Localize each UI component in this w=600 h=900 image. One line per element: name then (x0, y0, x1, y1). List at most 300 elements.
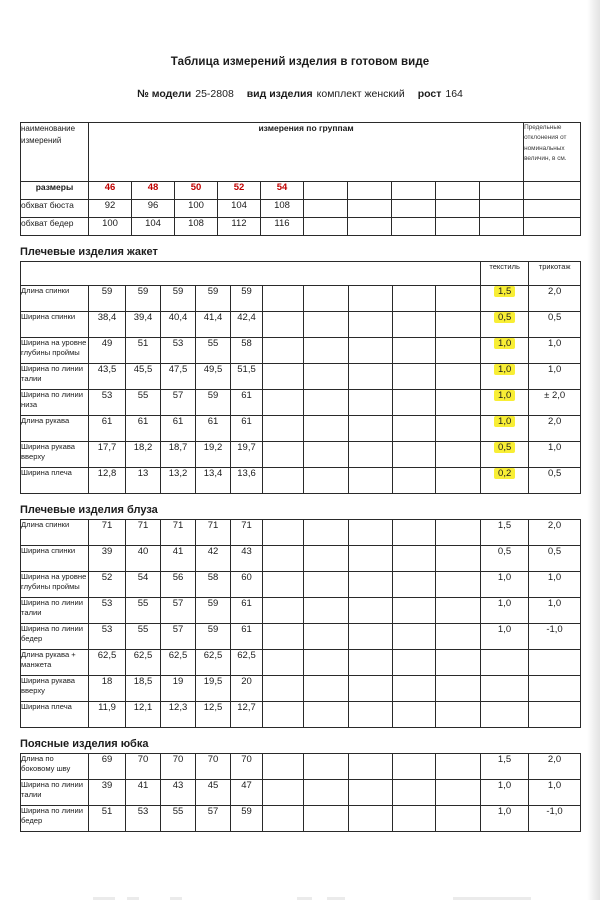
empty-cell (393, 390, 436, 416)
measure-value-cell: 62,5 (231, 650, 263, 676)
empty-cell (480, 182, 524, 200)
measure-value-cell: 71 (89, 520, 126, 546)
knit-deviation-cell: 0,5 (529, 546, 581, 572)
measure-value-cell: 19,2 (196, 442, 231, 468)
knit-deviation-cell: 0,5 (529, 312, 581, 338)
empty-cell (304, 780, 349, 806)
empty-cell (349, 364, 393, 390)
measure-value-cell: 12,8 (89, 468, 126, 494)
row-label-cell: Ширина по линии низа (21, 390, 89, 416)
empty-cell (304, 286, 349, 312)
highlighted-value: 1,0 (494, 390, 515, 401)
empty-cell (349, 338, 393, 364)
knit-deviation-cell: 0,5 (529, 468, 581, 494)
highlighted-value: 1,0 (494, 364, 515, 375)
measure-value-cell: 47 (231, 780, 263, 806)
measure-value-cell: 108 (175, 218, 218, 236)
highlighted-value: 1,0 (494, 416, 515, 427)
blouse-table (20, 519, 581, 728)
textile-deviation-cell: 1,0 (481, 806, 529, 832)
empty-cell (349, 624, 393, 650)
empty-cell (304, 806, 349, 832)
measure-value-cell: 39 (89, 780, 126, 806)
empty-cell (263, 572, 304, 598)
measure-value-cell: 55 (161, 806, 196, 832)
size-value-cell: 54 (261, 182, 304, 200)
empty-cell (480, 218, 524, 236)
knit-deviation-cell: 1,0 (529, 364, 581, 390)
empty-cell (436, 624, 481, 650)
empty-cell (263, 702, 304, 728)
measure-value-cell: 61 (196, 416, 231, 442)
measure-value-cell: 53 (89, 390, 126, 416)
measure-value-cell: 55 (126, 624, 161, 650)
empty-cell (304, 390, 349, 416)
textile-deviation-cell: 1,0 (481, 572, 529, 598)
empty-cell (436, 702, 481, 728)
table-row (21, 200, 581, 218)
empty-cell (349, 312, 393, 338)
textile-deviation-cell: 1,0 (481, 780, 529, 806)
empty-cell (436, 598, 481, 624)
empty-cell (393, 286, 436, 312)
empty-cell (436, 312, 481, 338)
empty-cell (349, 416, 393, 442)
size-value-cell: 50 (175, 182, 218, 200)
measure-value-cell: 53 (161, 338, 196, 364)
measure-value-cell: 43 (161, 780, 196, 806)
measure-value-cell: 62,5 (161, 650, 196, 676)
empty-cell (349, 676, 393, 702)
measure-value-cell: 12,7 (231, 702, 263, 728)
measure-value-cell: 71 (126, 520, 161, 546)
measure-value-cell: 42 (196, 546, 231, 572)
empty-cell (263, 468, 304, 494)
measure-value-cell: 61 (231, 390, 263, 416)
measure-value-cell: 59 (126, 286, 161, 312)
empty-cell (436, 364, 481, 390)
empty-cell (263, 806, 304, 832)
measure-value-cell: 47,5 (161, 364, 196, 390)
knit-deviation-cell: 2,0 (529, 520, 581, 546)
empty-cell (349, 468, 393, 494)
measure-value-cell: 92 (89, 200, 132, 218)
row-label-cell: Ширина рукава вверху (21, 442, 89, 468)
empty-cell (304, 218, 348, 236)
empty-cell (393, 364, 436, 390)
measure-value-cell: 51,5 (231, 364, 263, 390)
textile-deviation-cell (481, 286, 529, 312)
empty-cell (349, 286, 393, 312)
measure-value-cell: 20 (231, 676, 263, 702)
measure-value-cell: 69 (89, 754, 126, 780)
knit-deviation-cell: 1,0 (529, 442, 581, 468)
textile-deviation-cell (481, 312, 529, 338)
table-row (21, 754, 581, 780)
table-row (21, 390, 581, 416)
empty-cell (393, 624, 436, 650)
row-label-cell: Длина по боковому шву (21, 754, 89, 780)
empty-cell (304, 676, 349, 702)
empty-cell (304, 364, 349, 390)
empty-cell (393, 806, 436, 832)
empty-cell (263, 520, 304, 546)
row-label-cell: Ширина плеча (21, 468, 89, 494)
measure-value-cell: 55 (126, 598, 161, 624)
measure-value-cell: 41 (126, 780, 161, 806)
highlighted-value: 0,5 (494, 312, 515, 323)
empty-cell (393, 754, 436, 780)
empty-header-cell (21, 262, 481, 286)
table-row (21, 312, 581, 338)
textile-deviation-cell: 1,0 (481, 624, 529, 650)
measure-value-cell: 59 (196, 624, 231, 650)
row-label-cell: Ширина на уровне глубины проймы (21, 338, 89, 364)
measure-value-cell: 100 (89, 218, 132, 236)
textile-deviation-cell: 0,5 (481, 546, 529, 572)
measure-value-cell: 45,5 (126, 364, 161, 390)
empty-cell (393, 312, 436, 338)
knit-deviation-cell: 1,0 (529, 780, 581, 806)
empty-cell (349, 520, 393, 546)
empty-cell (436, 572, 481, 598)
empty-cell (436, 676, 481, 702)
measure-value-cell: 13 (126, 468, 161, 494)
knit-deviation-cell: -1,0 (529, 806, 581, 832)
empty-cell (393, 676, 436, 702)
empty-cell (480, 200, 524, 218)
measure-value-cell: 61 (231, 624, 263, 650)
empty-cell (349, 806, 393, 832)
measure-value-cell: 43 (231, 546, 263, 572)
empty-cell (349, 572, 393, 598)
measure-value-cell: 45 (196, 780, 231, 806)
row-label-cell: Ширина по линии талии (21, 598, 89, 624)
empty-cell (263, 546, 304, 572)
measure-value-cell: 100 (175, 200, 218, 218)
empty-cell (263, 780, 304, 806)
table-row (21, 416, 581, 442)
highlighted-value: 1,0 (494, 338, 515, 349)
measure-value-cell: 61 (231, 416, 263, 442)
empty-cell (392, 200, 436, 218)
model-label: № модели (137, 88, 192, 100)
highlighted-value: 1,5 (494, 286, 515, 297)
deviation-cell (524, 200, 581, 218)
measure-value-cell: 39 (89, 546, 126, 572)
measure-value-cell: 57 (196, 806, 231, 832)
table-row (21, 286, 581, 312)
knit-deviation-cell: ± 2,0 (529, 390, 581, 416)
empty-cell (263, 650, 304, 676)
textile-deviation-cell: 1,0 (481, 598, 529, 624)
empty-cell (349, 546, 393, 572)
table-row (21, 598, 581, 624)
measure-value-cell: 58 (196, 572, 231, 598)
knit-deviation-cell: 2,0 (529, 286, 581, 312)
empty-cell (304, 416, 349, 442)
measure-value-cell: 59 (196, 598, 231, 624)
empty-cell (349, 780, 393, 806)
knit-deviation-cell: 2,0 (529, 754, 581, 780)
measure-value-cell: 38,4 (89, 312, 126, 338)
knit-deviation-cell: 1,0 (529, 338, 581, 364)
empty-cell (436, 780, 481, 806)
row-label-cell: обхват бюста (21, 200, 89, 218)
empty-cell (349, 650, 393, 676)
textile-deviation-cell: 1,5 (481, 520, 529, 546)
table-row (21, 546, 581, 572)
measure-value-cell: 59 (89, 286, 126, 312)
measure-value-cell: 70 (126, 754, 161, 780)
measure-value-cell: 17,7 (89, 442, 126, 468)
row-label-cell: Длина рукава + манжета (21, 650, 89, 676)
empty-cell (263, 598, 304, 624)
measure-value-cell: 53 (89, 624, 126, 650)
measure-value-cell: 12,5 (196, 702, 231, 728)
empty-cell (393, 650, 436, 676)
measure-value-cell: 19,7 (231, 442, 263, 468)
row-label-cell: Ширина на уровне глубины проймы (21, 572, 89, 598)
row-label-cell: Ширина плеча (21, 702, 89, 728)
textile-deviation-cell (481, 338, 529, 364)
measure-value-cell: 57 (161, 624, 196, 650)
textile-column-header: текстиль (481, 262, 529, 286)
deviation-header-cell: Предельные отклонения от номинальных величин, в см. (524, 123, 581, 182)
empty-cell (263, 676, 304, 702)
type-value: комплект женский (316, 88, 405, 100)
deviation-cell (524, 218, 581, 236)
empty-cell (436, 754, 481, 780)
empty-cell (348, 218, 392, 236)
measure-value-cell: 18 (89, 676, 126, 702)
empty-cell (263, 286, 304, 312)
measure-value-cell: 42,4 (231, 312, 263, 338)
measure-value-cell: 51 (126, 338, 161, 364)
empty-cell (436, 416, 481, 442)
sizes-row (21, 182, 581, 200)
empty-cell (349, 754, 393, 780)
empty-cell (263, 364, 304, 390)
empty-cell (304, 754, 349, 780)
size-value-cell: 48 (132, 182, 175, 200)
empty-cell (393, 572, 436, 598)
empty-cell (436, 218, 480, 236)
empty-cell (304, 650, 349, 676)
highlighted-value: 0,5 (494, 442, 515, 453)
empty-cell (304, 338, 349, 364)
textile-deviation-cell (481, 364, 529, 390)
height-value: 164 (445, 88, 463, 100)
measure-value-cell: 55 (126, 390, 161, 416)
empty-cell (436, 182, 480, 200)
table-header-row (21, 123, 581, 182)
section-header-row (21, 262, 581, 286)
size-value-cell: 52 (218, 182, 261, 200)
measure-value-cell: 59 (196, 286, 231, 312)
measure-value-cell: 108 (261, 200, 304, 218)
measure-value-cell: 60 (231, 572, 263, 598)
empty-cell (304, 624, 349, 650)
measure-value-cell: 40,4 (161, 312, 196, 338)
textile-deviation-cell (481, 676, 529, 702)
model-subtitle (0, 88, 600, 100)
knit-deviation-cell (529, 650, 581, 676)
measure-value-cell: 13,6 (231, 468, 263, 494)
empty-cell (393, 598, 436, 624)
page-title: Таблица измерений изделия в готовом виде (170, 56, 430, 68)
measure-value-cell: 61 (161, 416, 196, 442)
measure-value-cell: 39,4 (126, 312, 161, 338)
measure-value-cell: 41 (161, 546, 196, 572)
empty-cell (349, 598, 393, 624)
section-title-blouse: Плечевые изделия блуза (20, 504, 158, 516)
measure-value-cell: 58 (231, 338, 263, 364)
empty-cell (348, 182, 392, 200)
empty-cell (392, 218, 436, 236)
measure-value-cell: 53 (89, 598, 126, 624)
measure-value-cell: 59 (161, 286, 196, 312)
empty-cell (393, 546, 436, 572)
empty-cell (263, 442, 304, 468)
measure-value-cell: 13,4 (196, 468, 231, 494)
textile-deviation-cell: 1,5 (481, 754, 529, 780)
measure-value-cell: 71 (161, 520, 196, 546)
measure-value-cell: 70 (161, 754, 196, 780)
empty-cell (393, 442, 436, 468)
knit-deviation-cell: 1,0 (529, 572, 581, 598)
table-row (21, 572, 581, 598)
empty-cell (304, 182, 348, 200)
empty-cell (304, 520, 349, 546)
measure-value-cell: 13,2 (161, 468, 196, 494)
empty-cell (436, 442, 481, 468)
knit-column-header: трикотаж (529, 262, 581, 286)
empty-cell (263, 624, 304, 650)
measure-value-cell: 70 (196, 754, 231, 780)
row-label-cell: Ширина спинки (21, 312, 89, 338)
empty-cell (263, 390, 304, 416)
empty-cell (393, 520, 436, 546)
measure-value-cell: 70 (231, 754, 263, 780)
row-label-cell: Ширина по линии бедер (21, 806, 89, 832)
empty-cell (263, 338, 304, 364)
measure-value-cell: 61 (89, 416, 126, 442)
measure-value-cell: 71 (231, 520, 263, 546)
empty-cell (436, 468, 481, 494)
empty-cell (393, 338, 436, 364)
row-label-cell: Длина спинки (21, 286, 89, 312)
knit-deviation-cell: -1,0 (529, 624, 581, 650)
row-label-cell: Ширина рукава вверху (21, 676, 89, 702)
measure-value-cell: 18,5 (126, 676, 161, 702)
measure-value-cell: 59 (196, 390, 231, 416)
measure-value-cell: 57 (161, 390, 196, 416)
table-row (21, 338, 581, 364)
knit-deviation-cell: 2,0 (529, 416, 581, 442)
measure-value-cell: 62,5 (89, 650, 126, 676)
empty-cell (436, 338, 481, 364)
row-label-cell: Ширина спинки (21, 546, 89, 572)
measure-value-cell: 18,2 (126, 442, 161, 468)
empty-cell (304, 598, 349, 624)
empty-cell (436, 286, 481, 312)
knit-deviation-cell (529, 676, 581, 702)
empty-cell (436, 390, 481, 416)
size-value-cell: 46 (89, 182, 132, 200)
empty-cell (349, 390, 393, 416)
measure-value-cell: 41,4 (196, 312, 231, 338)
empty-cell (304, 468, 349, 494)
measure-value-cell: 43,5 (89, 364, 126, 390)
empty-cell (304, 702, 349, 728)
measure-value-cell: 62,5 (126, 650, 161, 676)
row-label-cell: Длина спинки (21, 520, 89, 546)
empty-cell (436, 520, 481, 546)
row-label-cell: обхват бедер (21, 218, 89, 236)
row-label-cell: Ширина по линии бедер (21, 624, 89, 650)
measure-value-cell: 56 (161, 572, 196, 598)
knit-deviation-cell (529, 702, 581, 728)
table-row (21, 806, 581, 832)
empty-cell (349, 702, 393, 728)
jacket-table (20, 261, 581, 494)
measure-value-cell: 62,5 (196, 650, 231, 676)
deviation-cell (524, 182, 581, 200)
table-row (21, 676, 581, 702)
table-row (21, 624, 581, 650)
sizes-table (20, 122, 581, 236)
empty-cell (304, 442, 349, 468)
row-label-cell: Длина рукава (21, 416, 89, 442)
measure-value-cell: 104 (218, 200, 261, 218)
empty-cell (304, 546, 349, 572)
measure-value-cell: 96 (132, 200, 175, 218)
empty-cell (436, 200, 480, 218)
height-label: рост (417, 88, 442, 100)
measure-value-cell: 12,3 (161, 702, 196, 728)
measure-value-cell: 57 (161, 598, 196, 624)
model-value: 25-2808 (195, 88, 234, 100)
measure-value-cell: 49 (89, 338, 126, 364)
measure-value-cell: 54 (126, 572, 161, 598)
measure-value-cell: 19 (161, 676, 196, 702)
empty-cell (393, 468, 436, 494)
empty-cell (393, 416, 436, 442)
measure-value-cell: 59 (231, 806, 263, 832)
measure-value-cell: 52 (89, 572, 126, 598)
empty-cell (263, 312, 304, 338)
table-row (21, 442, 581, 468)
measure-value-cell: 18,7 (161, 442, 196, 468)
groups-header-cell: измерения по группам (89, 123, 524, 182)
table-row (21, 218, 581, 236)
empty-cell (304, 572, 349, 598)
empty-cell (348, 200, 392, 218)
measure-value-cell: 61 (231, 598, 263, 624)
empty-cell (436, 546, 481, 572)
row-label-cell: Ширина по линии талии (21, 364, 89, 390)
measure-value-cell: 116 (261, 218, 304, 236)
textile-deviation-cell (481, 650, 529, 676)
measure-value-cell: 40 (126, 546, 161, 572)
measure-value-cell: 71 (196, 520, 231, 546)
textile-deviation-cell (481, 468, 529, 494)
table-row (21, 780, 581, 806)
sizes-label-cell: размеры (21, 182, 89, 200)
highlighted-value: 0,2 (494, 468, 515, 479)
section-title-jacket: Плечевые изделия жакет (20, 246, 158, 258)
